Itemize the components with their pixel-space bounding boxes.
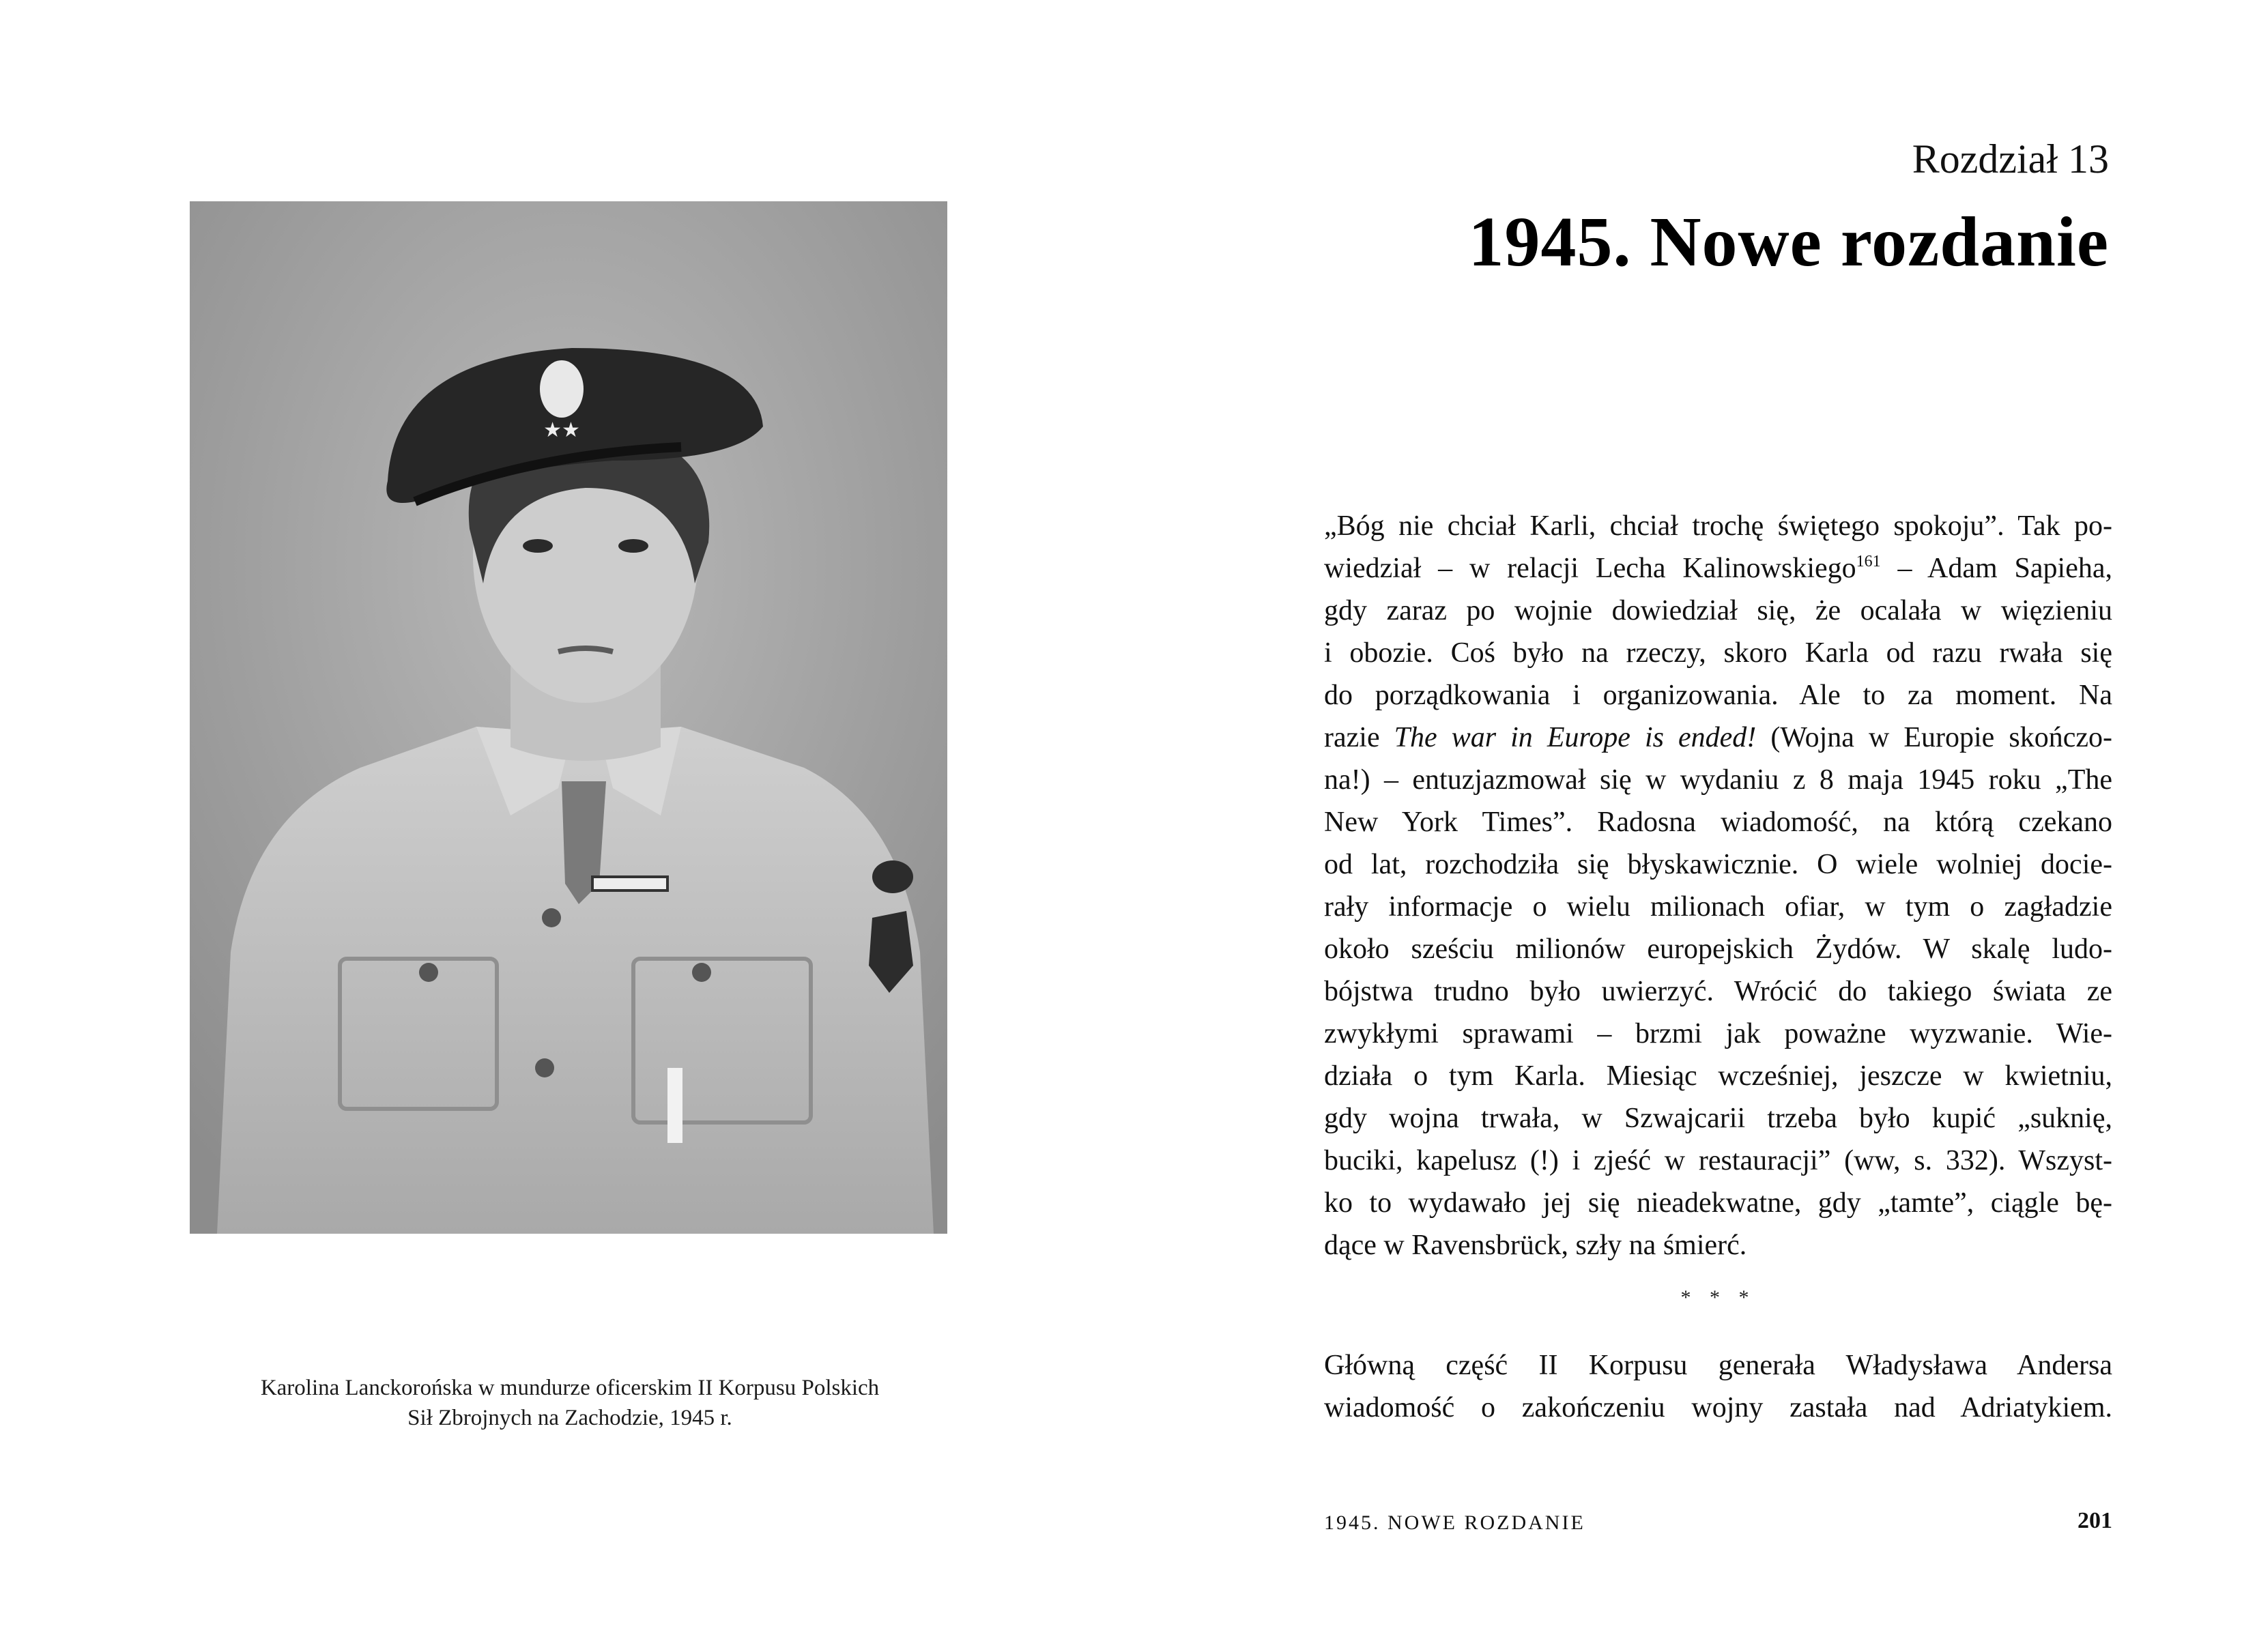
text-line: gdy zaraz po wojnie dowiedział się, że ocalała w więzieniu bbox=[1324, 595, 2112, 626]
text-line: Główną część II Korpusu generała Władysława Andersa bbox=[1324, 1350, 2112, 1381]
photo-caption bbox=[184, 1373, 955, 1433]
text-line: rały informacje o wielu milionach ofiar, w tym o zagładzie bbox=[1324, 891, 2112, 923]
italic-phrase: The war in Europe is ended! bbox=[1394, 722, 1757, 753]
footnote-reference[interactable]: 161 bbox=[1856, 553, 1881, 570]
text-line: gdy wojna trwała, w Szwajcarii trzeba było kupić „suknię, bbox=[1324, 1103, 2112, 1134]
text-line: do porządkowania i organizowania. Ale to za moment. Na bbox=[1324, 680, 2112, 711]
running-head: 1945. NOWE ROZDANIE bbox=[1324, 1511, 1585, 1534]
text-line: i obozie. Coś było na rzeczy, skoro Karla od razu rwała się bbox=[1324, 637, 2112, 669]
text-line: od lat, rozchodziła się błyskawicznie. O wiele wolniej docie- bbox=[1324, 849, 2112, 880]
text-line: działa o tym Karla. Miesiąc wcześniej, jeszcze w kwietniu, bbox=[1324, 1060, 2112, 1092]
text-line: zwykłymi sprawami – brzmi jak poważne wyzwanie. Wie- bbox=[1324, 1018, 2112, 1049]
text-line: New York Times”. Radosna wiadomość, na którą czekano bbox=[1324, 807, 2112, 838]
portrait-photo bbox=[190, 201, 947, 1234]
portrait-photo-icon bbox=[190, 201, 947, 1234]
text-line: wiedział – w relacji Lecha Kalinowskiego$^{161}$ – Adam Sapieha, bbox=[1324, 553, 2112, 584]
text-line: ko to wydawało jej się nieadekwatne, gdy „tamte”, ciągle bę- bbox=[1324, 1187, 2112, 1219]
svg-text:★★: ★★ bbox=[543, 418, 580, 442]
paragraph-2 bbox=[1324, 1344, 2112, 1429]
text-line: „Bóg nie chciał Karli, chciał trochę świętego spokoju”. Tak po- bbox=[1324, 510, 2112, 542]
text-line: wiadomość o zakończeniu wojny zastała nad Adriatykiem. bbox=[1324, 1392, 2112, 1423]
text-line: około sześciu milionów europejskich Żydów. W skalę ludo- bbox=[1324, 933, 2112, 965]
caption-line-2: Sił Zbrojnych na Zachodzie, 1945 r. bbox=[407, 1406, 732, 1430]
text-line: na!) – entuzjazmował się w wydaniu z 8 maja 1945 roku „The bbox=[1324, 764, 2112, 796]
chapter-title: 1945. Nowe rozdanie bbox=[1468, 203, 2109, 281]
chapter-label: Rozdział 13 bbox=[1912, 136, 2109, 182]
text-line: razie The war in Europe is ended! (Wojna w Europie skończo- bbox=[1324, 722, 2112, 753]
page-number: 201 bbox=[2078, 1508, 2112, 1533]
paragraph-1 bbox=[1324, 505, 2112, 1266]
right-page bbox=[1128, 0, 2257, 1652]
left-page bbox=[0, 0, 1128, 1652]
text-line: dące w Ravensbrück, szły na śmierć. bbox=[1324, 1230, 1747, 1261]
section-separator: * * * bbox=[1680, 1286, 1756, 1309]
caption-line-1: Karolina Lanckorońska w mundurze oficerskim II Korpusu Polskich bbox=[260, 1376, 880, 1400]
text-line: bójstwa trudno było uwierzyć. Wrócić do takiego świata ze bbox=[1324, 976, 2112, 1007]
text-line: buciki, kapelusz (!) i zjeść w restauracji” (ww, s. 332). Wszyst- bbox=[1324, 1145, 2112, 1176]
